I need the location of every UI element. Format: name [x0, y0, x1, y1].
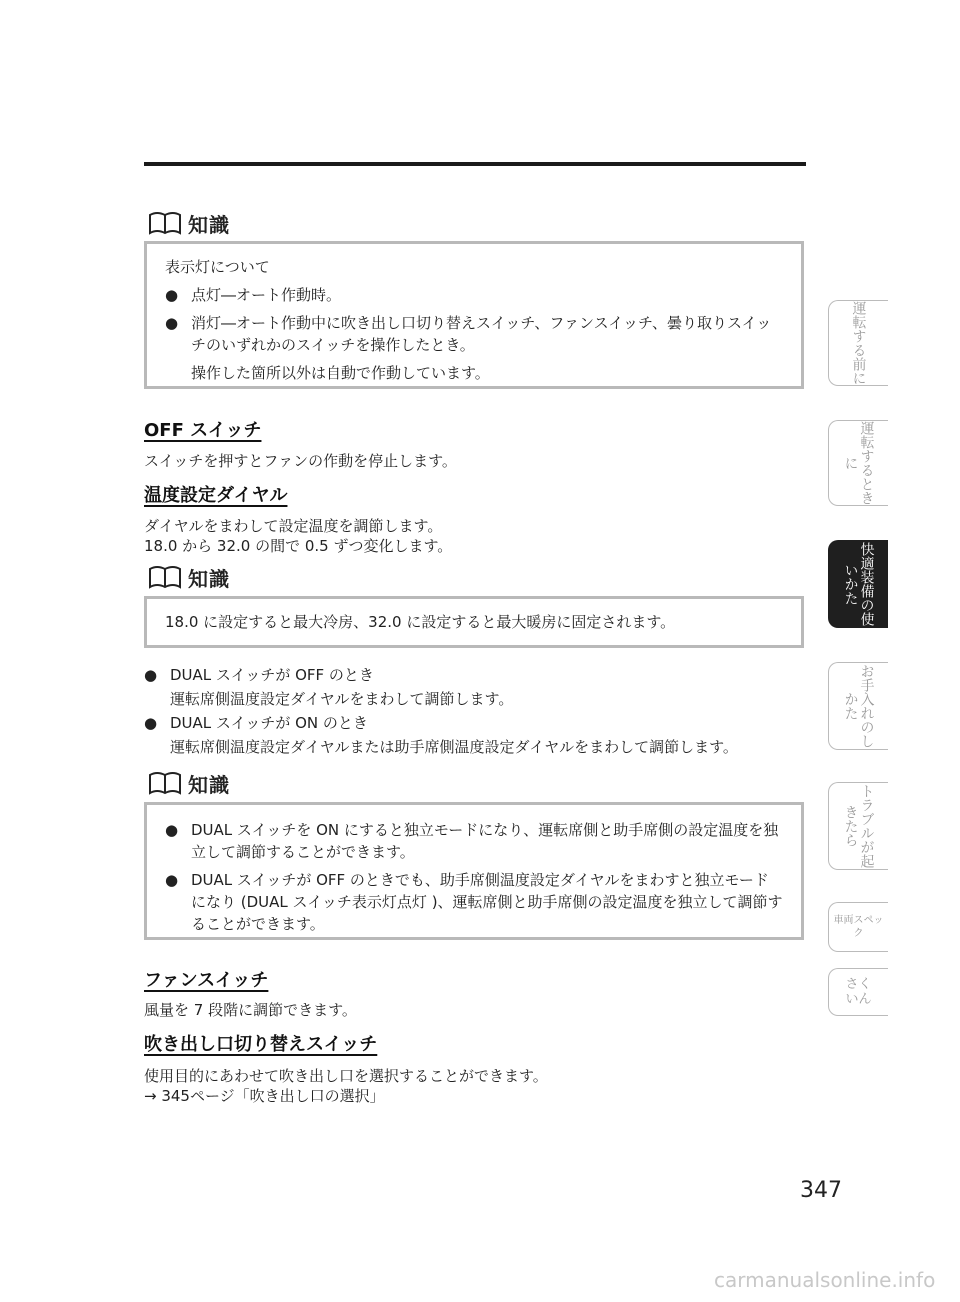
knowledge-note: 操作した箇所以外は自動で作動しています。: [191, 364, 490, 382]
book-icon: [148, 770, 182, 796]
knowledge-box-2: [144, 596, 804, 648]
tab-vehicle-specs[interactable]: 車両スペック: [828, 902, 888, 952]
top-rule: [144, 162, 806, 166]
knowledge-label: 知識: [188, 566, 230, 591]
temp-dial-heading: 温度設定ダイヤル: [144, 485, 288, 506]
list-item: ● 点灯―オート作動時。: [165, 286, 342, 304]
knowledge-header-3: [148, 766, 230, 800]
knowledge-label: 知識: [188, 772, 230, 797]
dual-list: [144, 664, 804, 758]
tab-index[interactable]: さくいん: [828, 968, 888, 1016]
knowledge-header-2: [148, 560, 230, 594]
book-icon: [148, 210, 182, 236]
tab-while-driving[interactable]: 運転するときに: [828, 420, 888, 506]
list-item-desc: 運転席側温度設定ダイヤルをまわして調節します。: [170, 690, 514, 708]
list-item: ● DUAL スイッチが OFF のとき: [144, 666, 374, 684]
list-item: ● 消灯―オート作動中に吹き出し口切り替えスイッチ、ファンスイッチ、曇り取りスイッチのいずれかのスイッチを操作したとき。: [165, 314, 772, 354]
list-item: ● DUAL スイッチが OFF のときでも、助手席側温度設定ダイヤルをまわすと独立モードになり (DUAL スイッチ表示灯点灯 )、運転席側と助手席側の設定温度を独立して調節することができます。: [165, 871, 783, 933]
tab-comfort-equipment[interactable]: 快適装備の使いかた: [828, 540, 888, 628]
off-switch-heading: OFF スイッチ: [144, 420, 262, 441]
watermark: carmanualsonline.info: [714, 1268, 936, 1292]
list-item: ● DUAL スイッチを ON にすると独立モードになり、運転席側と助手席側の設定温度を独立して調節することができます。: [165, 821, 779, 861]
vent-switch-link[interactable]: → 345ページ「吹き出し口の選択」: [144, 1087, 385, 1105]
tab-maintenance[interactable]: お手入れのしかた: [828, 662, 888, 750]
temp-dial-body-2: 18.0 から 32.0 の間で 0.5 ずつ変化します。: [144, 537, 453, 555]
list-item-desc: 運転席側温度設定ダイヤルまたは助手席側温度設定ダイヤルをまわして調節します。: [170, 738, 738, 756]
fan-switch-body: 風量を 7 段階に調節できます。: [144, 1001, 357, 1019]
page-number: 347: [800, 1178, 842, 1203]
knowledge-text: 18.0 に設定すると最大冷房、32.0 に設定すると最大暖房に固定されます。: [165, 613, 676, 631]
temp-dial-body-1: ダイヤルをまわして設定温度を調節します。: [144, 517, 443, 535]
off-switch-body: スイッチを押すとファンの作動を停止します。: [144, 452, 457, 470]
vent-switch-heading: 吹き出し口切り替えスイッチ: [144, 1034, 378, 1055]
tab-before-driving[interactable]: 運転する前に: [828, 300, 888, 386]
list-item: ● DUAL スイッチが ON のとき: [144, 714, 368, 732]
fan-switch-heading: ファンスイッチ: [144, 970, 269, 991]
knowledge-title: 表示灯について: [165, 258, 270, 276]
knowledge-box-1: [144, 241, 804, 389]
book-icon: [148, 564, 182, 590]
knowledge-box-3: [144, 802, 804, 940]
vent-switch-body-1: 使用目的にあわせて吹き出し口を選択することができます。: [144, 1067, 548, 1085]
tab-troubleshooting[interactable]: トラブルが起きたら: [828, 782, 888, 870]
knowledge-header-1: [148, 206, 230, 240]
knowledge-label: 知識: [188, 212, 230, 237]
